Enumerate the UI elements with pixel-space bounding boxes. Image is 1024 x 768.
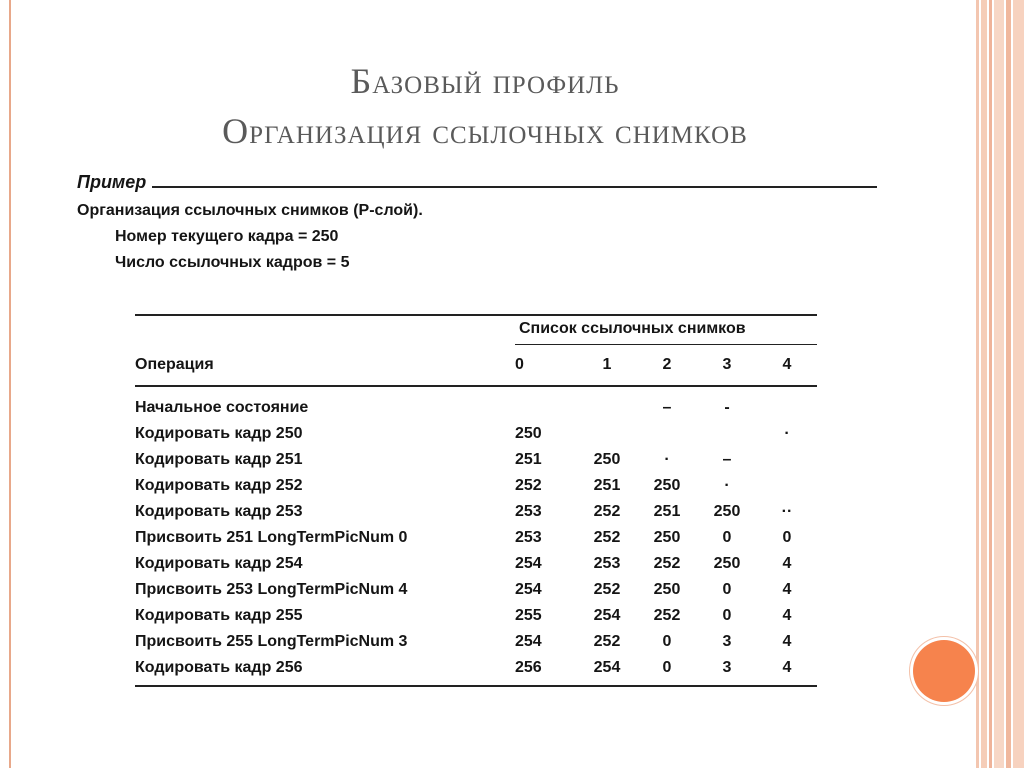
ref-count-line: Число ссылочных кадров = 5 [115,254,350,271]
ref-cell: 250 [515,425,542,442]
table-row [135,603,817,629]
title-line-1: Базовый профиль [350,61,620,101]
ref-cell: 3 [722,633,732,650]
right-decorative-stripes [976,0,1024,768]
ref-cell: - [724,399,730,416]
reference-table-container [135,314,817,687]
operation-cell: Кодировать кадр 253 [135,503,303,520]
column-header: 4 [757,345,817,387]
ref-cell: 0 [722,607,732,624]
ref-cell: 251 [593,477,621,494]
ref-cell: 250 [713,503,741,520]
stripe [989,0,992,768]
ref-cell: – [662,399,672,416]
operation-cell: Присвоить 253 LongTermPicNum 4 [135,581,408,598]
current-frame-line: Номер текущего кадра = 250 [115,228,339,245]
ref-cell: 255 [515,607,542,624]
column-header: 0 [515,345,577,387]
column-header: 2 [637,345,697,387]
ref-cell [757,447,817,473]
ref-cell: 250 [713,555,741,572]
ref-cell: · [724,477,730,494]
ref-cell: 251 [515,451,542,468]
table-row [135,525,817,551]
slide-title [70,56,900,156]
ref-cell: 252 [653,607,681,624]
ref-cell: 252 [515,477,542,494]
example-description: Организация ссылочных снимков (P-слой). [77,202,423,219]
ref-cell: 0 [782,529,792,546]
table-row [135,473,817,499]
ref-cell: ·· [781,503,793,520]
table-column-header-row [135,345,817,387]
ref-cell: 254 [515,633,542,650]
ref-cell: 253 [515,503,542,520]
reference-list-table [135,314,817,687]
operation-header: Операция [135,345,515,387]
ref-cell: 253 [593,555,621,572]
left-border-line [9,0,11,768]
ref-cell: 252 [593,581,621,598]
ref-cell: 252 [593,529,621,546]
ref-cell [637,421,697,447]
table-row [135,499,817,525]
ref-cell: 4 [782,607,792,624]
ref-cell: 253 [515,529,542,546]
example-rule [77,186,877,188]
table-group-header-row [135,315,817,345]
operation-cell: Начальное состояние [135,399,309,416]
table-row [135,629,817,655]
ref-cell: 0 [637,655,697,686]
stripe [994,0,1004,768]
ref-cell: 252 [593,633,621,650]
example-header [77,172,887,198]
ref-cell: – [722,451,732,468]
ref-cell: 0 [722,529,732,546]
ref-cell [757,386,817,421]
column-header: 1 [577,345,637,387]
table-row [135,551,817,577]
ref-cell: 0 [722,581,732,598]
empty-header-cell [135,315,515,345]
operation-cell: Кодировать кадр 256 [135,655,515,686]
ref-cell [697,421,757,447]
ref-cell: 250 [653,581,681,598]
example-block [77,172,887,272]
ref-cell: 0 [662,633,672,650]
operation-cell: Кодировать кадр 250 [135,425,303,442]
table-body [135,386,817,686]
table-row [135,386,817,421]
ref-cell: 4 [782,581,792,598]
ref-cell: 254 [515,581,542,598]
group-header-text: Список ссылочных снимков [519,320,746,337]
ref-cell: 3 [697,655,757,686]
operation-cell: Кодировать кадр 251 [135,451,303,468]
ref-cell: 254 [593,607,621,624]
table-row [135,421,817,447]
ref-cell [757,473,817,499]
title-line-2: Организация ссылочных снимков [222,111,748,151]
ref-cell: 251 [653,503,681,520]
stripe [981,0,987,768]
ref-cell: 250 [653,529,681,546]
column-header: 3 [697,345,757,387]
table-row [135,577,817,603]
operation-cell: Кодировать кадр 254 [135,555,303,572]
stripe [1013,0,1024,768]
ref-cell: 250 [653,477,681,494]
orange-circle-decoration [913,640,975,702]
ref-cell: 4 [782,555,792,572]
table-row [135,447,817,473]
ref-cell: 254 [515,555,542,572]
operation-cell: Кодировать кадр 255 [135,607,303,624]
stripe [1006,0,1011,768]
ref-cell: 254 [577,655,637,686]
ref-cell: 250 [593,451,621,468]
ref-cell [577,386,637,421]
stripe [976,0,979,768]
ref-cell: 252 [653,555,681,572]
ref-cell: 256 [515,655,577,686]
operation-cell: Кодировать кадр 252 [135,477,303,494]
ref-cell: · [664,451,670,468]
group-header [515,315,817,345]
ref-cell: 252 [593,503,621,520]
table-row [135,655,817,686]
example-label: Пример [77,172,152,193]
ref-cell: 4 [782,633,792,650]
ref-cell [577,421,637,447]
operation-cell: Присвоить 251 LongTermPicNum 0 [135,529,408,546]
ref-cell: · [784,425,790,442]
ref-cell: 4 [757,655,817,686]
ref-cell [515,386,577,421]
operation-cell: Присвоить 255 LongTermPicNum 3 [135,633,408,650]
